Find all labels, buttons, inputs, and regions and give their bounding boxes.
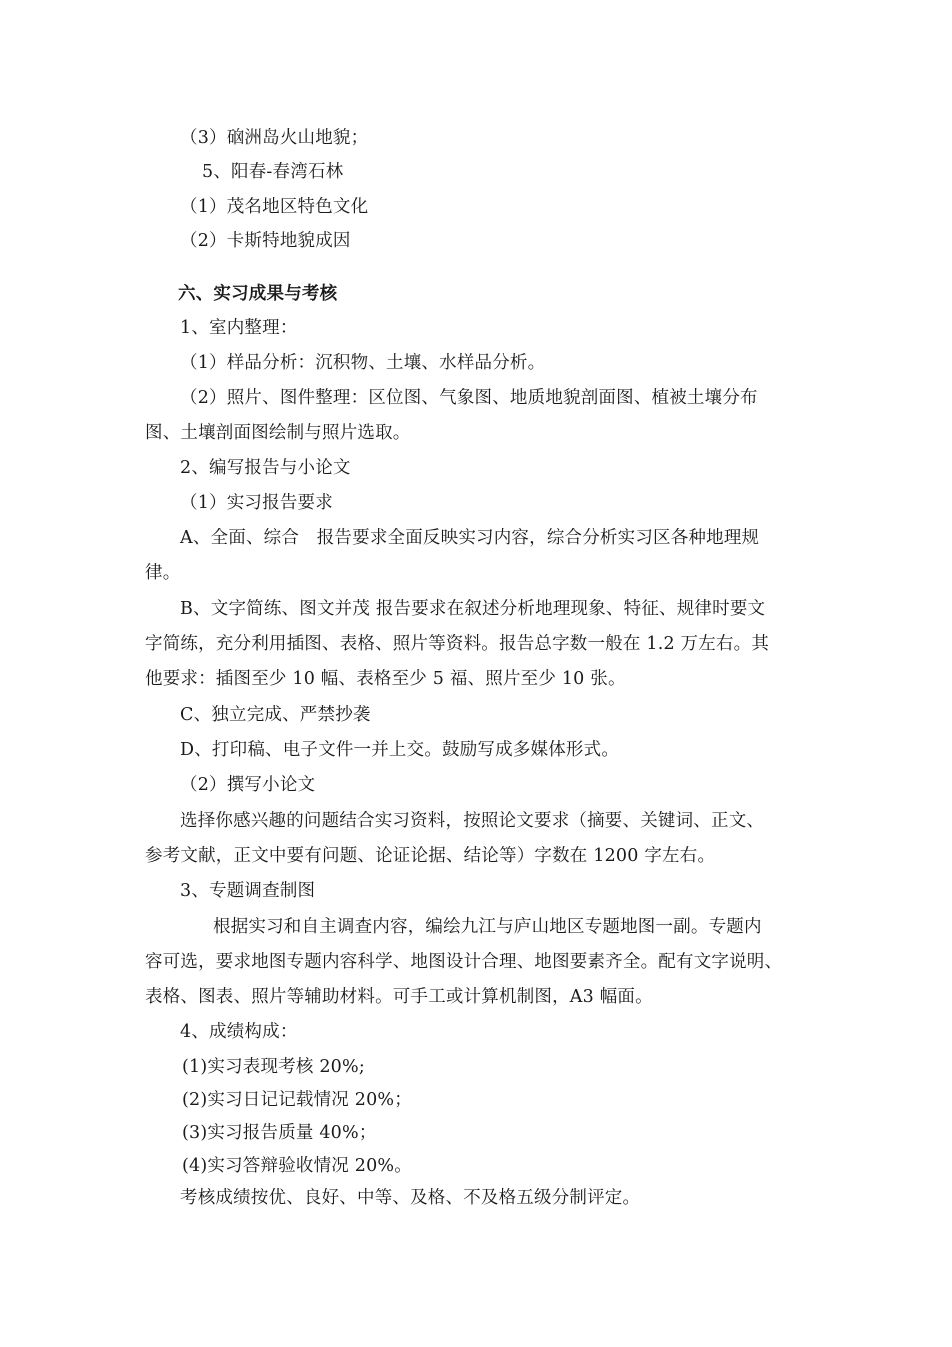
text-line: C、独立完成、严禁抄袭 — [180, 705, 371, 725]
text-line: 律。 — [145, 563, 181, 583]
text-line: （1）实习报告要求 — [180, 493, 333, 513]
text-line: 图、土壤剖面图绘制与照片选取。 — [145, 423, 411, 443]
text-line: (1)实习表现考核 20%; — [182, 1057, 365, 1077]
text-line: B、文字简练、图文并茂 报告要求在叙述分析地理现象、特征、规律时要文 — [180, 599, 766, 619]
text-line: （2）卡斯特地貌成因 — [180, 231, 351, 251]
text-line: （2）照片、图件整理：区位图、气象图、地质地貌剖面图、植被土壤分布 — [180, 388, 758, 408]
text-line: （1）样品分析：沉积物、土壤、水样品分析。 — [180, 353, 546, 373]
text-line: 选择你感兴趣的问题结合实习资料，按照论文要求（摘要、关键词、正文、 — [180, 811, 765, 831]
text-line: 容可选，要求地图专题内容科学、地图设计合理、地图要素齐全。配有文字说明、 — [145, 952, 783, 972]
text-line: 2、编写报告与小论文 — [180, 458, 351, 478]
text-line: 表格、图表、照片等辅助材料。可手工或计算机制图，A3 幅面。 — [145, 987, 653, 1007]
text-line: 考核成绩按优、良好、中等、及格、不及格五级分制评定。 — [180, 1188, 641, 1208]
text-line: 根据实习和自主调查内容，编绘九江与庐山地区专题地图一副。专题内 — [213, 917, 762, 937]
text-line: （2）撰写小论文 — [180, 775, 316, 795]
text-line: 4、成绩构成： — [180, 1022, 298, 1042]
text-line: 1、室内整理： — [180, 318, 298, 338]
text-line: D、打印稿、电子文件一并上交。鼓励写成多媒体形式。 — [180, 740, 620, 760]
text-line: （3）硇洲岛火山地貌； — [180, 128, 369, 148]
text-line: (2)实习日记记载情况 20%； — [182, 1090, 412, 1110]
text-line: (3)实习报告质量 40%； — [182, 1123, 377, 1143]
text-line: 他要求：插图至少 10 幅、表格至少 5 福、照片至少 10 张。 — [145, 669, 626, 689]
text-line: （1）茂名地区特色文化 — [180, 197, 369, 217]
text-line: (4)实习答辩验收情况 20%。 — [182, 1156, 412, 1176]
text-line: A、全面、综合 报告要求全面反映实习内容，综合分析实习区各种地理规 — [180, 528, 760, 548]
text-line: 字简练，充分利用插图、表格、照片等资料。报告总字数一般在 1.2 万左右。其 — [145, 634, 770, 654]
text-line: 5、阳春-春湾石林 — [202, 162, 344, 182]
text-line: 参考文献，正文中要有问题、论证论据、结论等）字数在 1200 字左右。 — [145, 846, 716, 866]
section-heading: 六、实习成果与考核 — [178, 284, 338, 304]
text-line: 3、专题调查制图 — [180, 881, 316, 901]
